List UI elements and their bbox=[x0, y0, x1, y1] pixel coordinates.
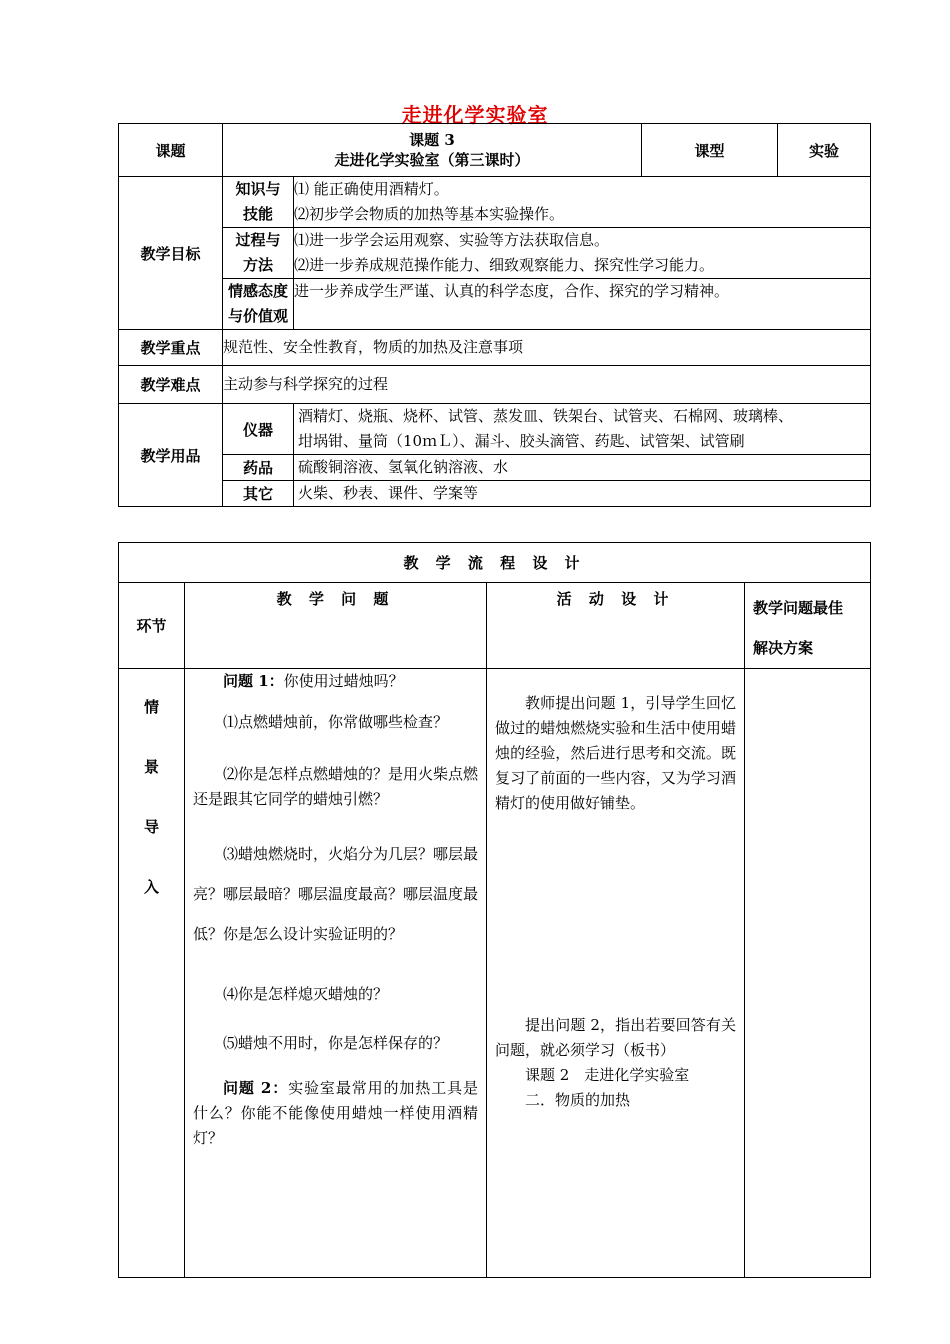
material-text-reagents: 硫酸铜溶液、氢氧化钠溶液、水 bbox=[294, 455, 871, 481]
question-2: 问题 2：实验室最常用的加热工具是什么？你能不能像使用蜡烛一样使用酒精灯？ bbox=[193, 1079, 478, 1147]
goal-text-attitude: 进一步养成学生严谨、认真的科学态度，合作、探究的学习精神。 bbox=[294, 279, 871, 330]
goal-row-attitude bbox=[119, 279, 871, 330]
material-row-others bbox=[119, 481, 871, 507]
lesson-info-table bbox=[118, 123, 871, 507]
goal-text-process: ⑴进一步学会运用观察、实验等方法获取信息。 ⑵进一步养成规范操作能力、细致观察能力、探究性学习能力。 bbox=[294, 228, 871, 279]
header-stage: 环节 bbox=[119, 583, 185, 669]
material-text-instruments: 酒精灯、烧瓶、烧杯、试管、蒸发皿、铁架台、试管夹、石棉网、玻璃棒、 坩埚钳、量筒（10ｍＬ）、漏斗、胶头滴管、药匙、试管架、试管刷 bbox=[294, 404, 871, 455]
question-1-item-2: ⑵你是怎样点燃蜡烛的？是用火柴点燃还是跟其它同学的蜡烛引燃？ bbox=[193, 765, 479, 808]
focus-text: 规范性、安全性教育，物质的加热及注意事项 bbox=[223, 330, 871, 366]
focus-row bbox=[119, 330, 871, 366]
activity-para-1: 教师提出问题 1，引导学生回忆做过的蜡烛燃烧实验和生活中使用蜡烛的经验，然后进行思考和交流。既复习了前面的一些内容，又为学习酒精灯的使用做好铺垫。 bbox=[495, 694, 736, 812]
header-question: 教 学 问 题 bbox=[185, 583, 487, 669]
flow-heading-row bbox=[119, 543, 871, 583]
activity-line-4: 二．物质的加热 bbox=[525, 1091, 631, 1109]
difficulty-row bbox=[119, 366, 871, 404]
question-cell bbox=[185, 669, 487, 1278]
materials-label: 教学用品 bbox=[119, 404, 223, 507]
flow-header-row bbox=[119, 583, 871, 669]
question-1-item-4: ⑷你是怎样熄灭蜡烛的？ bbox=[223, 985, 389, 1003]
material-row-instruments bbox=[119, 404, 871, 455]
goal-row-knowledge bbox=[119, 177, 871, 228]
question-1-item-1: ⑴点燃蜡烛前，你常做哪些检查？ bbox=[223, 713, 449, 731]
activity-cell bbox=[487, 669, 745, 1278]
flow-table bbox=[118, 542, 871, 1278]
material-row-reagents bbox=[119, 455, 871, 481]
goal-name-attitude: 情感态度 与价值观 bbox=[223, 279, 294, 330]
subject-line-2: 走进化学实验室（第三课时） bbox=[334, 151, 530, 169]
subject-value bbox=[223, 124, 642, 177]
type-label: 课型 bbox=[642, 124, 778, 177]
material-name-reagents: 药品 bbox=[223, 455, 294, 481]
activity-line-3: 课题 2 走进化学实验室 bbox=[525, 1066, 690, 1084]
stage-cell: 情 景 导 入 bbox=[119, 669, 185, 1278]
material-text-others: 火柴、秒表、课件、学案等 bbox=[294, 481, 871, 507]
document-title: 走进化学实验室 bbox=[401, 103, 549, 127]
goal-name-knowledge: 知识与 技能 bbox=[223, 177, 294, 228]
question-1: 问题 1：你使用过蜡烛吗？ bbox=[223, 672, 404, 690]
header-solution: 教学问题最佳 解决方案 bbox=[745, 583, 871, 669]
goal-row-process bbox=[119, 228, 871, 279]
focus-label: 教学重点 bbox=[119, 330, 223, 366]
goal-text-knowledge: ⑴ 能正确使用酒精灯。 ⑵初步学会物质的加热等基本实验操作。 bbox=[294, 177, 871, 228]
material-name-others: 其它 bbox=[223, 481, 294, 507]
goal-name-process: 过程与 方法 bbox=[223, 228, 294, 279]
type-value: 实验 bbox=[778, 124, 871, 177]
difficulty-text: 主动参与科学探究的过程 bbox=[223, 366, 871, 404]
subject-label: 课题 bbox=[119, 124, 223, 177]
subject-line-1: 课题 3 bbox=[409, 131, 455, 149]
material-name-instruments: 仪器 bbox=[223, 404, 294, 455]
solution-cell bbox=[745, 669, 871, 1278]
difficulty-label: 教学难点 bbox=[119, 366, 223, 404]
header-activity: 活 动 设 计 bbox=[487, 583, 745, 669]
flow-body-row bbox=[119, 669, 871, 1278]
goals-label: 教学目标 bbox=[119, 177, 223, 330]
flow-heading: 教 学 流 程 设 计 bbox=[119, 543, 871, 583]
question-1-item-5: ⑸蜡烛不用时，你是怎样保存的？ bbox=[223, 1034, 449, 1052]
question-1-item-3: ⑶蜡烛燃烧时，火焰分为几层？哪层最亮？哪层最暗？哪层温度最高？哪层温度最低？你是怎么设计实验证明的？ bbox=[193, 845, 479, 943]
subject-row bbox=[119, 124, 871, 177]
activity-para-2: 提出问题 2，指出若要回答有关问题，就必须学习（板书） bbox=[495, 1016, 736, 1059]
